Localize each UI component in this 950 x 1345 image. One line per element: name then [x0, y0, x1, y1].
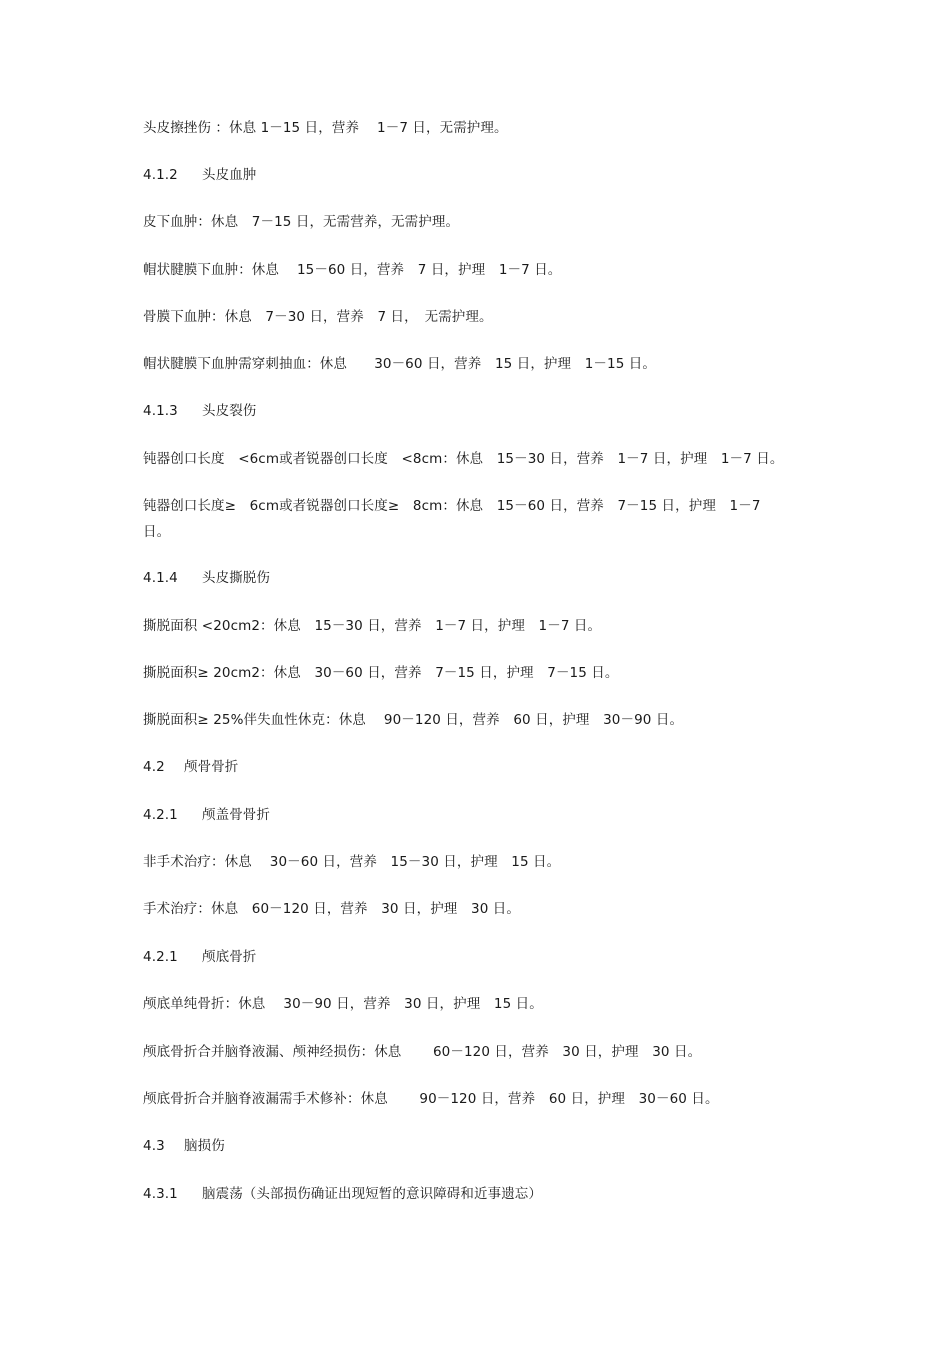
text-line-nonsurgical: 非手术治疗：休息 30－60 日，营养 15－30 日，护理 15 日。	[143, 854, 561, 870]
text-line-surgical: 手术治疗：休息 60－120 日，营养 30 日，护理 30 日。	[143, 901, 520, 917]
section-title: 颅底骨折	[202, 949, 257, 965]
section-title: 脑损伤	[184, 1138, 225, 1154]
text-line-wound-long: 钝器创口长度≥ 6cm或者锐器创口长度≥ 8cm：休息 15－60 日，营养 7－15 日，护理 1－7 日。	[143, 498, 761, 540]
text-line-simple-base-fracture: 颅底单纯骨折：休息 30－90 日，营养 30 日，护理 15 日。	[143, 996, 543, 1012]
section-number: 4.2.1	[143, 949, 178, 965]
section-title: 颅盖骨骨折	[202, 807, 270, 823]
section-heading-4-3-1	[143, 1181, 813, 1207]
text-line-csf-leak-nerve: 颅底骨折合并脑脊液漏、颅神经损伤：休息 60－120 日，营养 30 日，护理 30 日。	[143, 1044, 702, 1060]
section-number: 4.2.1	[143, 807, 178, 823]
section-heading-4-2-1-skull-base	[143, 944, 813, 970]
section-number: 4.1.4	[143, 570, 178, 586]
section-number: 4.1.3	[143, 403, 178, 419]
section-number: 4.2	[143, 759, 165, 775]
text-line-avulsion-large: 撕脱面积≥ 20cm2：休息 30－60 日，营养 7－15 日，护理 7－15 日。	[143, 665, 619, 681]
section-title: 头皮血肿	[202, 167, 257, 183]
section-title: 脑震荡（头部损伤确证出现短暂的意识障碍和近事遗忘）	[202, 1186, 542, 1202]
section-number: 4.1.2	[143, 167, 178, 183]
text-line-csf-leak-surgery: 颅底骨折合并脑脊液漏需手术修补：休息 90－120 日，营养 60 日，护理 30－60 日。	[143, 1091, 719, 1107]
text-line-subgaleal-puncture: 帽状腱膜下血肿需穿刺抽血：休息 30－60 日，营养 15 日，护理 1－15 日。	[143, 356, 656, 372]
section-heading-4-3	[143, 1133, 813, 1159]
section-heading-4-1-2	[143, 162, 813, 188]
text-line-subgaleal-hematoma: 帽状腱膜下血肿：休息 15－60 日，营养 7 日，护理 1－7 日。	[143, 262, 562, 278]
section-title: 颅骨骨折	[184, 759, 239, 775]
section-heading-4-1-3	[143, 398, 813, 424]
text-line-subperiosteal-hematoma: 骨膜下血肿：休息 7－30 日，营养 7 日， 无需护理。	[143, 309, 493, 325]
section-heading-4-2	[143, 754, 813, 780]
section-title: 头皮裂伤	[202, 403, 257, 419]
section-heading-4-1-4	[143, 565, 813, 591]
text-line-avulsion-small: 撕脱面积 <20cm2：休息 15－30 日，营养 1－7 日，护理 1－7 日。	[143, 618, 602, 634]
text-line-subcutaneous-hematoma: 皮下血肿：休息 7－15 日，无需营养，无需护理。	[143, 214, 460, 230]
section-number: 4.3	[143, 1138, 165, 1154]
section-number: 4.3.1	[143, 1186, 178, 1202]
text-line-scalp-abrasion: 头皮擦挫伤 ：休息 1－15 日，营养 1－7 日，无需护理。	[143, 120, 508, 136]
text-line-avulsion-shock: 撕脱面积≥ 25%伴失血性休克：休息 90－120 日，营养 60 日，护理 30－90 日。	[143, 712, 684, 728]
section-heading-4-2-1-calvaria	[143, 802, 813, 828]
section-title: 头皮撕脱伤	[202, 570, 270, 586]
text-line-wound-short: 钝器创口长度 <6cm或者锐器创口长度 <8cm：休息 15－30 日，营养 1－7 日，护理 1－7 日。	[143, 451, 784, 467]
